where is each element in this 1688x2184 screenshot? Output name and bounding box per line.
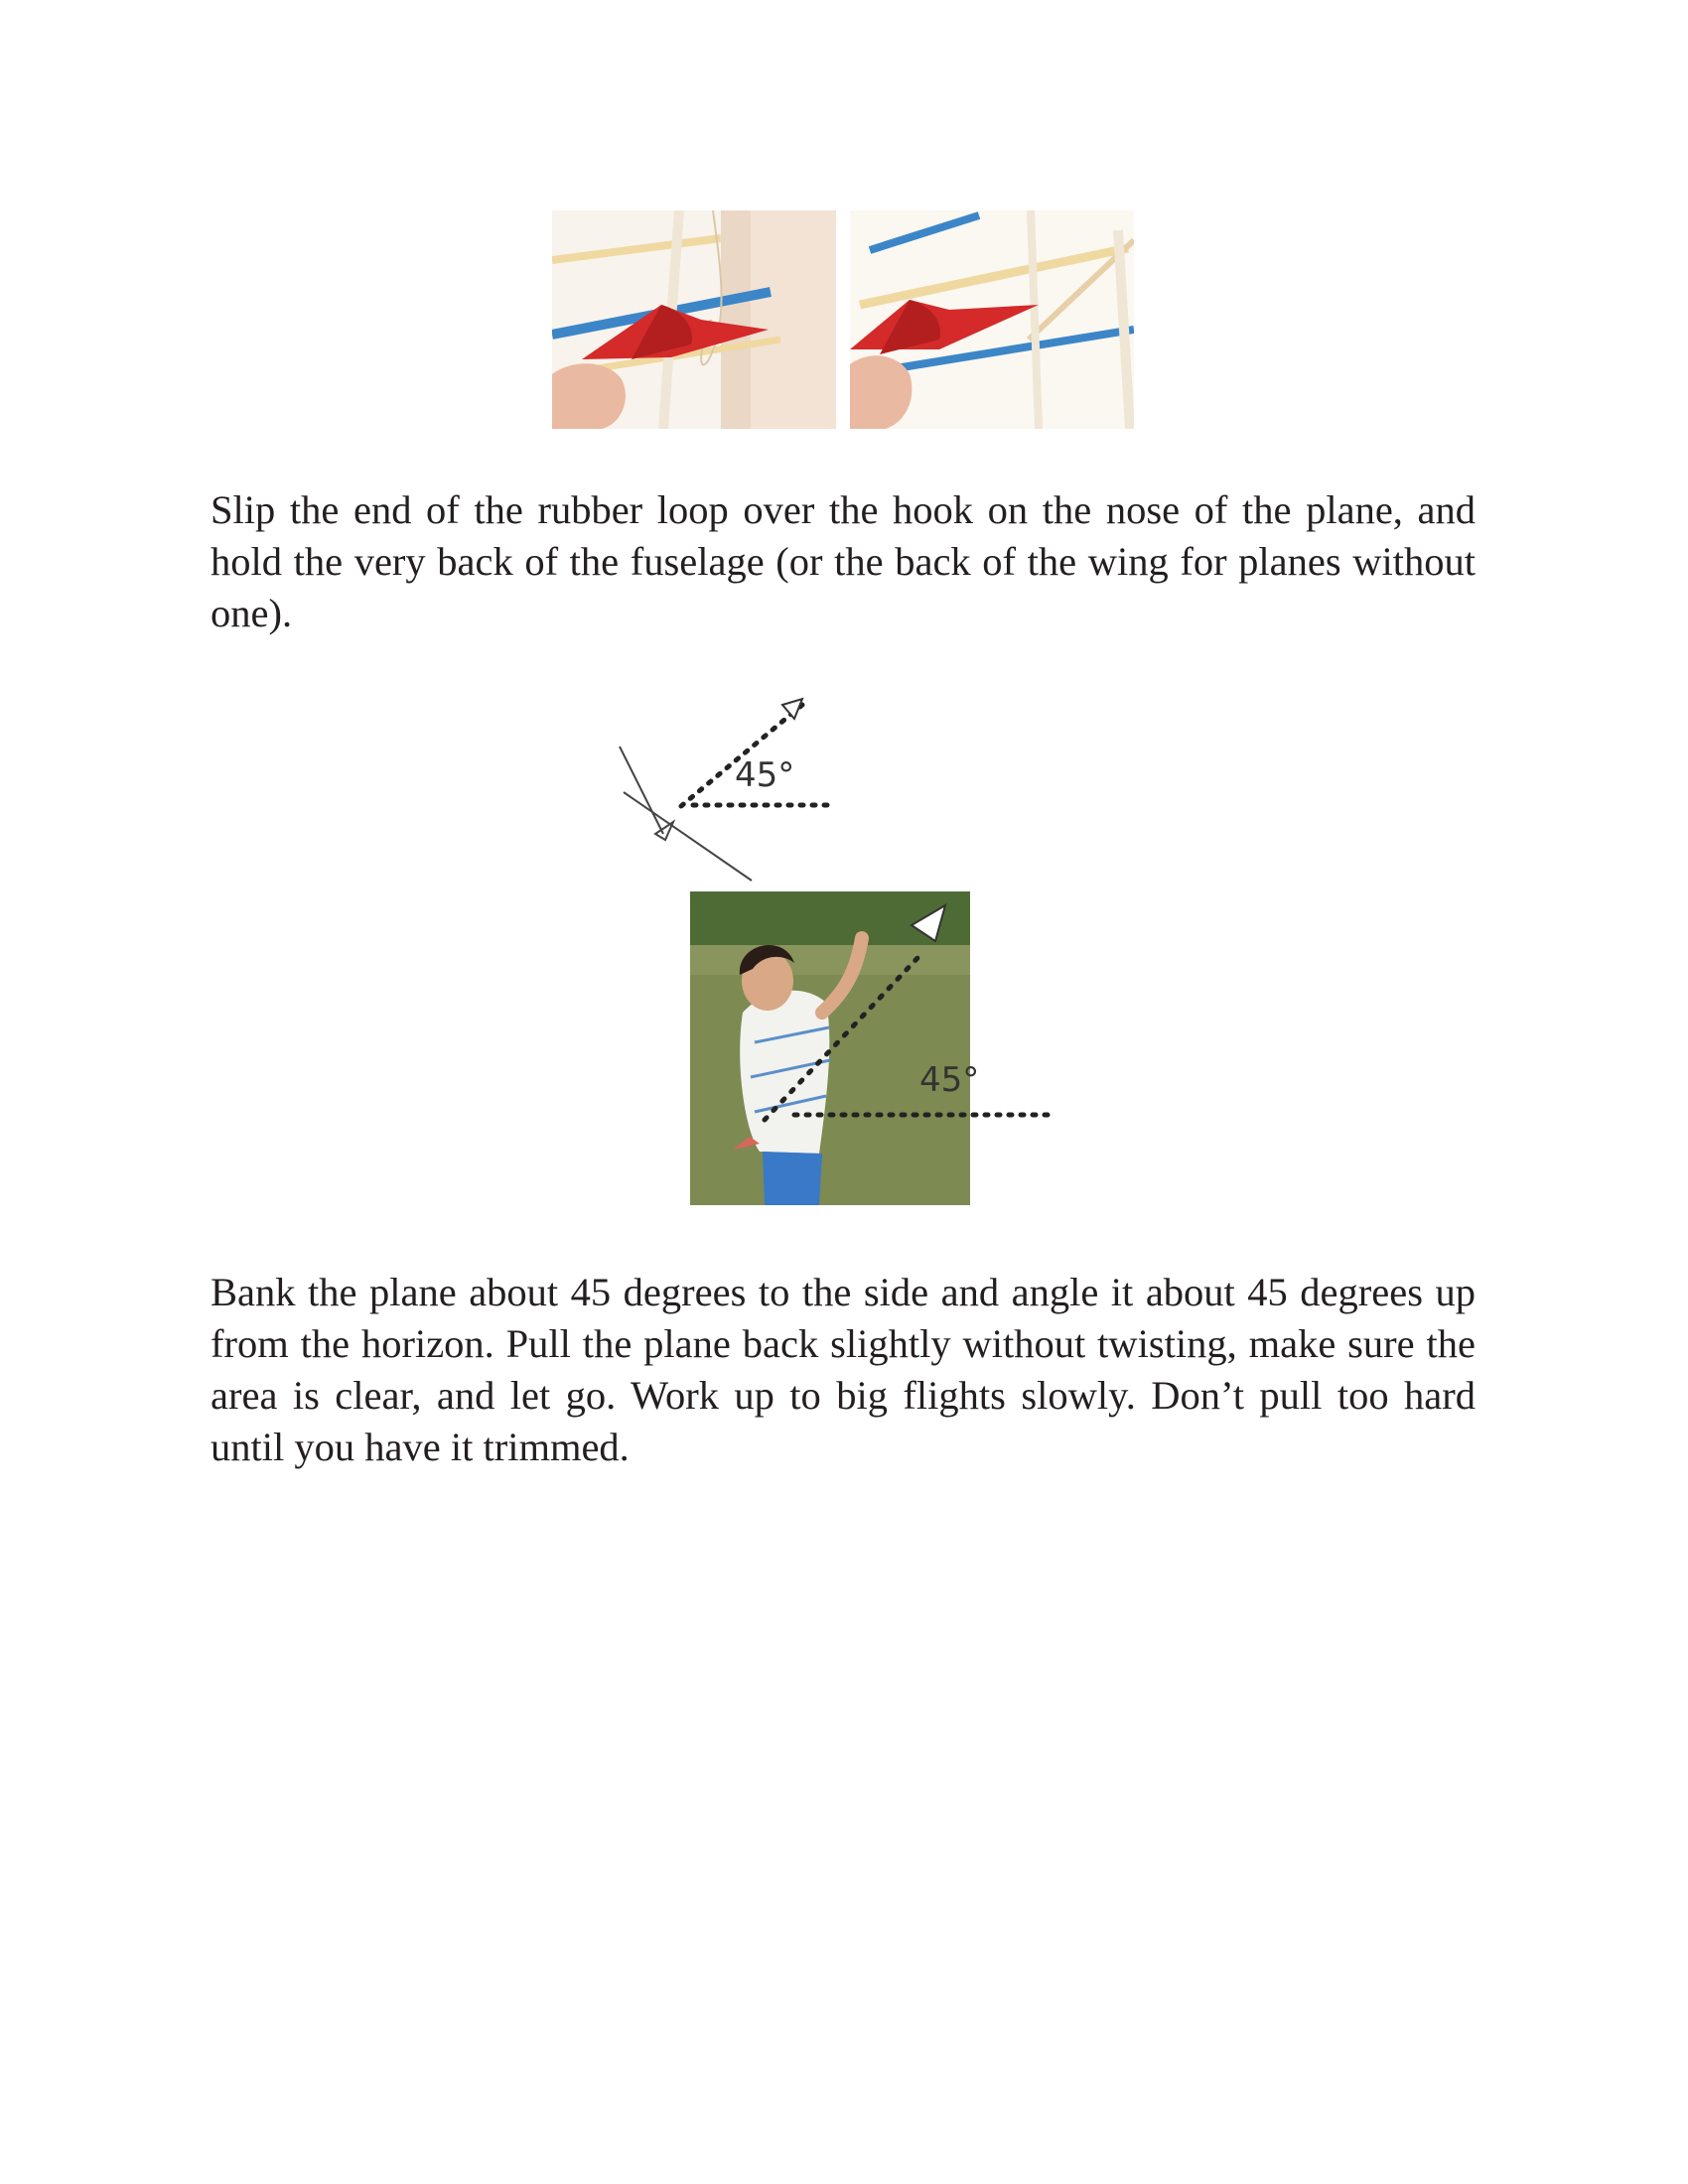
hook-photo-right-illustration <box>850 210 1134 429</box>
bank-angle-indicator <box>681 699 830 806</box>
photo-horizon <box>690 945 970 975</box>
bank-angle-label: 45° <box>735 755 795 795</box>
child-throw-photo <box>690 891 970 1205</box>
launch-diagram <box>596 685 1072 1221</box>
hook-photo-left-illustration <box>552 210 836 429</box>
fingers <box>552 363 626 429</box>
climb-angle-label: 45° <box>919 1060 980 1100</box>
banked-plane-sketch <box>620 747 752 881</box>
bank-arrowhead <box>782 699 802 719</box>
hook-instructions-paragraph: Slip the end of the rubber loop over the hook on the nose of the plane, and hold the very back of the fuselage (or the back of the wing for planes without one). <box>211 487 1476 635</box>
hand-highlight <box>751 210 836 429</box>
launch-instructions-paragraph: Bank the plane about 45 degrees to the side and angle it about 45 degrees up from the horizon. Pull the plane back slightly without twisting, make sure the area is clear, and let go. Work up to big flights slowly. Don’t pull too hard until you have it trimmed. <box>211 1270 1476 1469</box>
plane-wing-line <box>620 747 663 834</box>
child-jeans <box>763 1152 822 1205</box>
hook-photo-right <box>850 210 1134 429</box>
hook-photo-left <box>552 210 836 429</box>
